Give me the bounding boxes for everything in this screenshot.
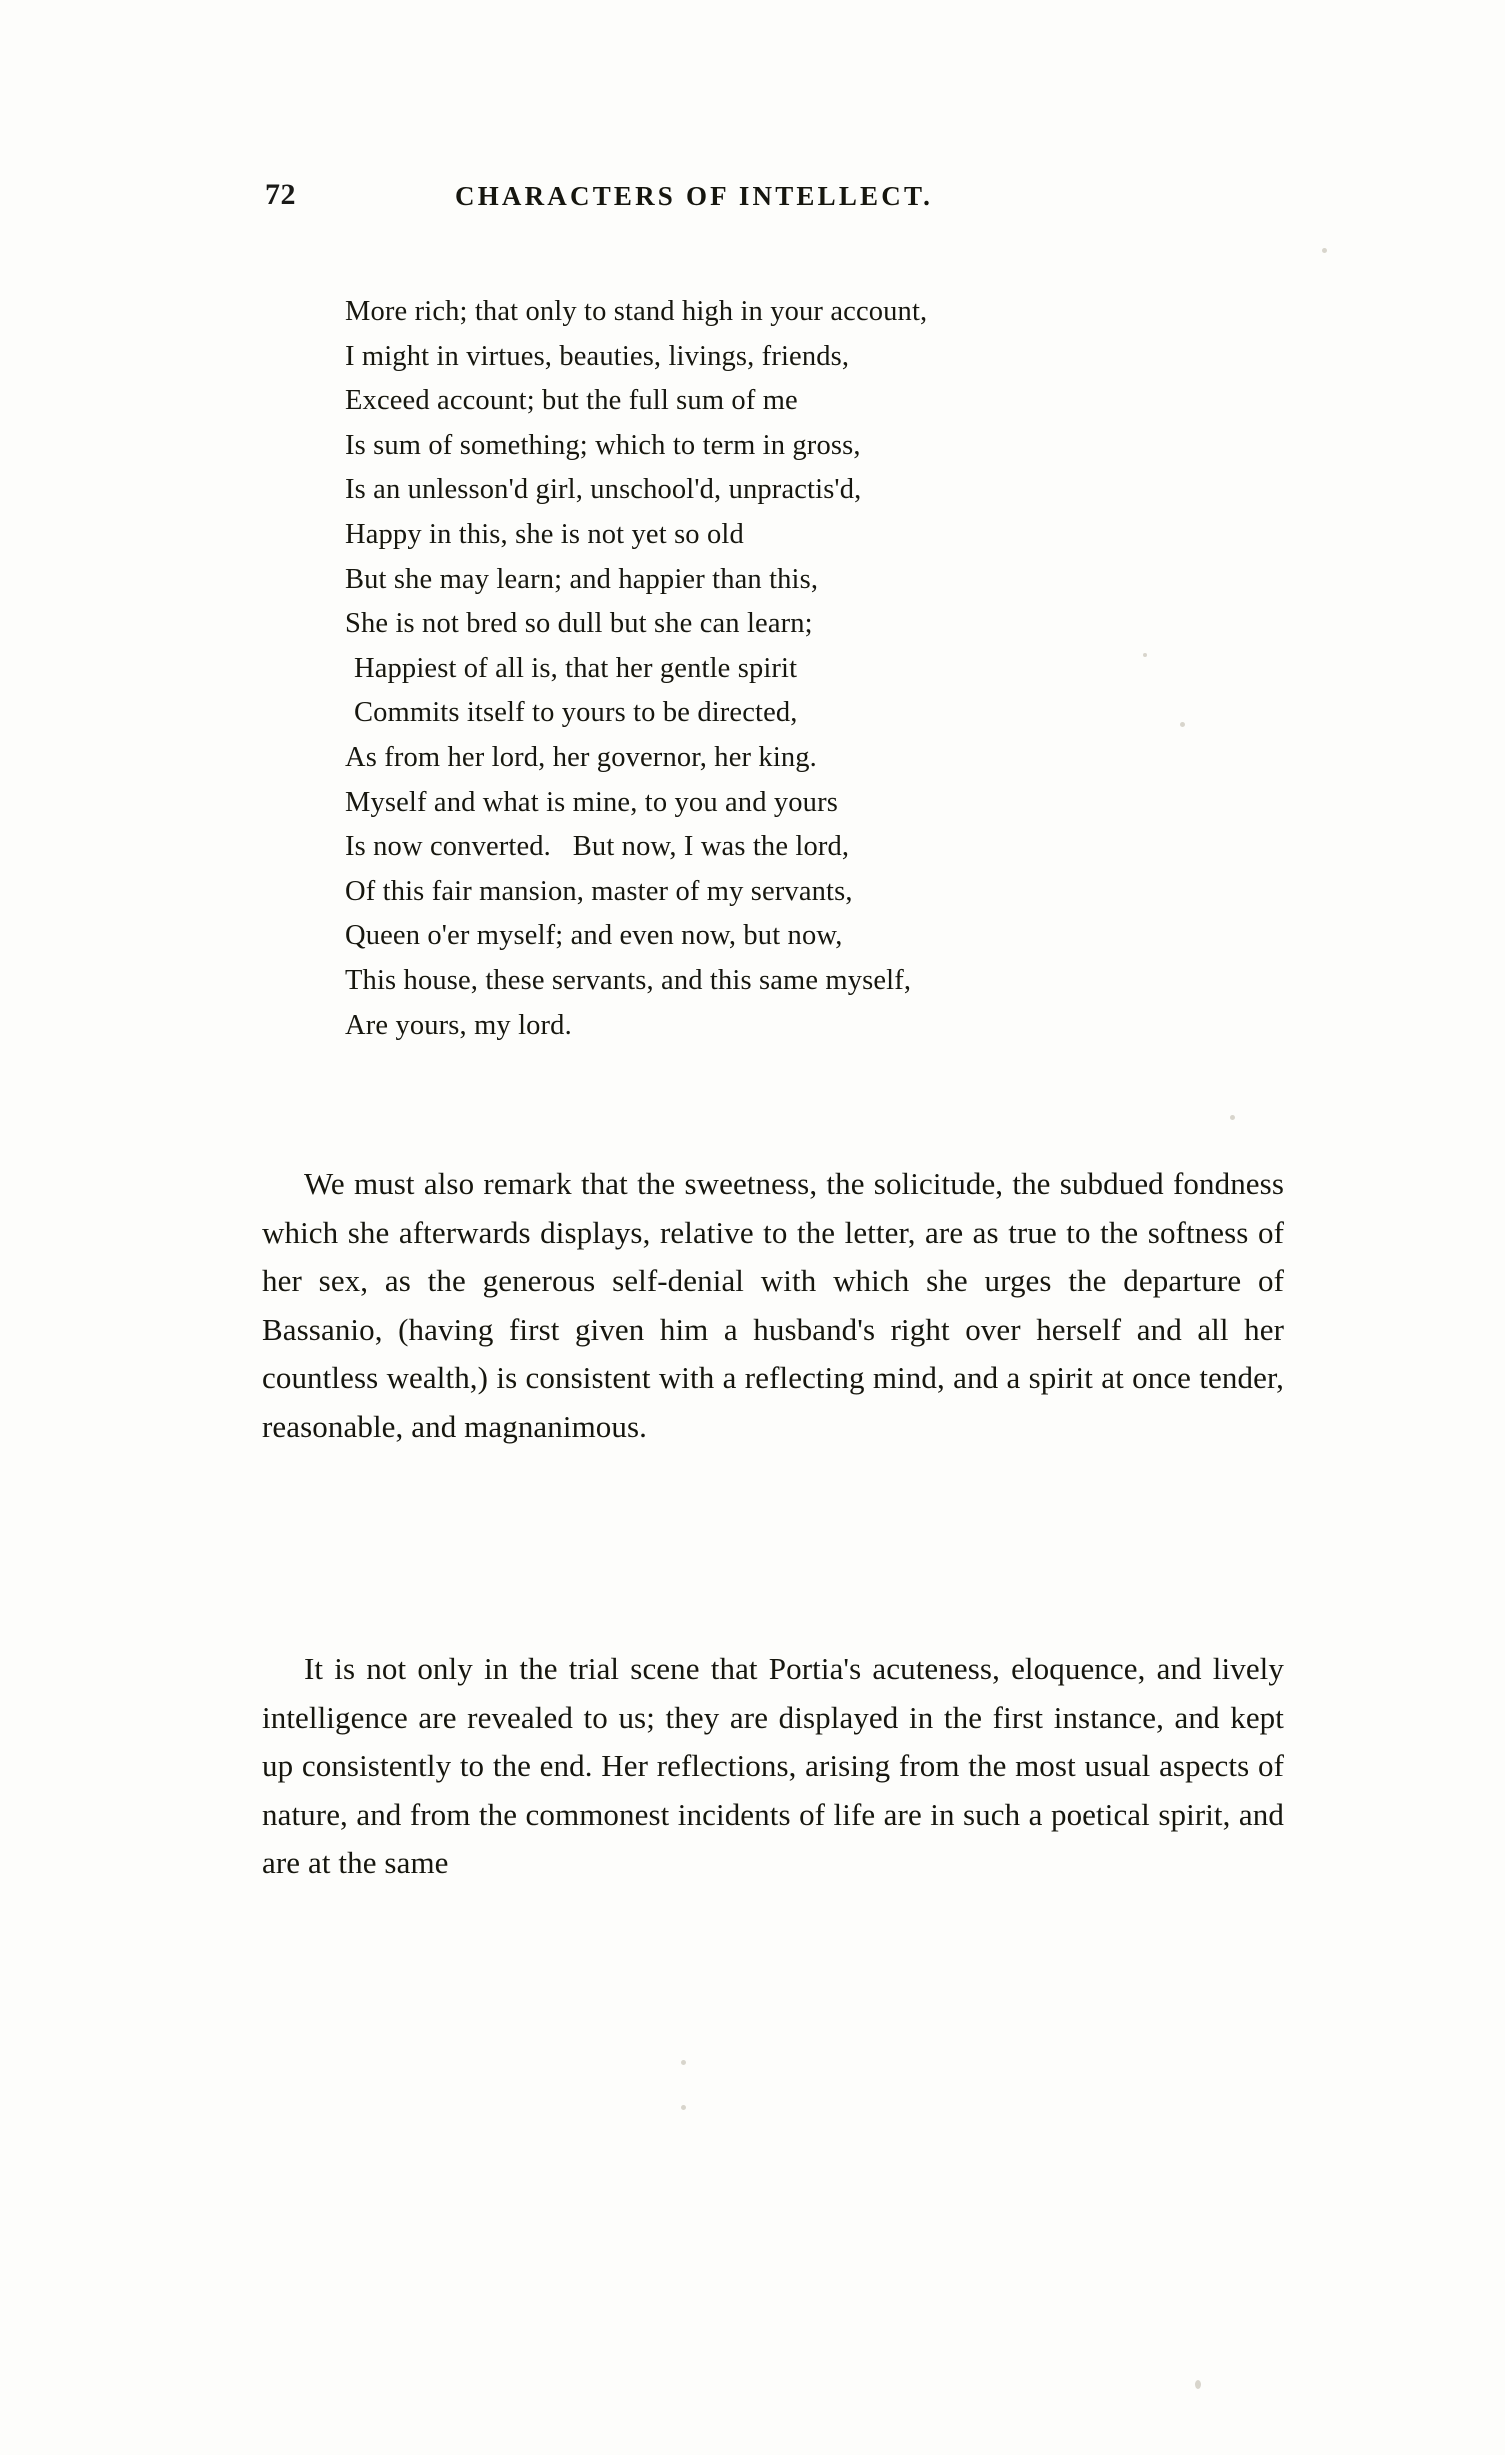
scan-speck <box>1143 653 1147 657</box>
verse-line: Queen o'er myself; and even now, but now, <box>345 920 843 952</box>
running-head <box>265 178 1265 222</box>
scan-speck <box>1230 1115 1235 1120</box>
verse-line: Is sum of something; which to term in gross, <box>345 429 861 461</box>
chapter-running-title: CHARACTERS OF INTELLECT. <box>455 181 934 211</box>
verse-quotation <box>345 290 1305 1048</box>
verse-line: Happy in this, she is not yet so old <box>345 518 744 550</box>
verse-line: More rich; that only to stand high in your account, <box>345 296 928 327</box>
page-number: 72 <box>265 178 296 211</box>
verse-line: Myself and what is mine, to you and yours <box>345 786 838 818</box>
verse-line: Exceed account; but the full sum of me <box>345 385 798 417</box>
scan-speck <box>681 2105 686 2110</box>
paragraph-text: It is not only in the trial scene that Portia's acuteness, eloquence, and lively intelligence are revealed to us; they are displayed in the first instance, and kept up consistently to the end. Her reflections, arising from the most usual aspects of nature, and from the commonest incidents of life are in such a poetical spirit, and are at the same <box>262 1651 1284 1880</box>
verse-line: Happiest of all is, that her gentle spirit <box>354 652 798 684</box>
scan-speck <box>1195 2380 1201 2389</box>
verse-line: As from her lord, her governor, her king. <box>345 741 817 773</box>
paragraph-text: We must also remark that the sweetness, the solicitude, the subdued fondness which she afterwards displays, relative to the letter, are as true to the softness of her sex, as the generous self-denial with which she urges the departure of Bassanio, (having first given him a husband's right over herself and all her countless wealth,) is consistent with a reflecting mind, and a spirit at once tender, reasonable, and magnanimous. <box>262 1166 1284 1444</box>
body-paragraph-2 <box>262 1645 1284 1888</box>
verse-line: This house, these servants, and this same myself, <box>345 964 912 996</box>
scan-speck <box>1322 248 1327 253</box>
verse-line: Of this fair mansion, master of my servants, <box>345 875 853 907</box>
verse-line: Is now converted. But now, I was the lord, <box>345 831 850 863</box>
verse-line: But she may learn; and happier than this, <box>345 563 819 595</box>
scan-speck <box>1180 722 1185 727</box>
verse-line: I might in virtues, beauties, livings, friends, <box>345 340 850 372</box>
verse-line: Are yours, my lord. <box>345 1009 572 1041</box>
verse-line: Is an unlesson'd girl, unschool'd, unpractis'd, <box>345 474 862 506</box>
verse-line: Commits itself to yours to be directed, <box>354 697 798 729</box>
verse-line: She is not bred so dull but she can learn; <box>345 608 813 640</box>
scan-speck <box>681 2060 686 2065</box>
body-paragraph-1 <box>262 1160 1284 1451</box>
